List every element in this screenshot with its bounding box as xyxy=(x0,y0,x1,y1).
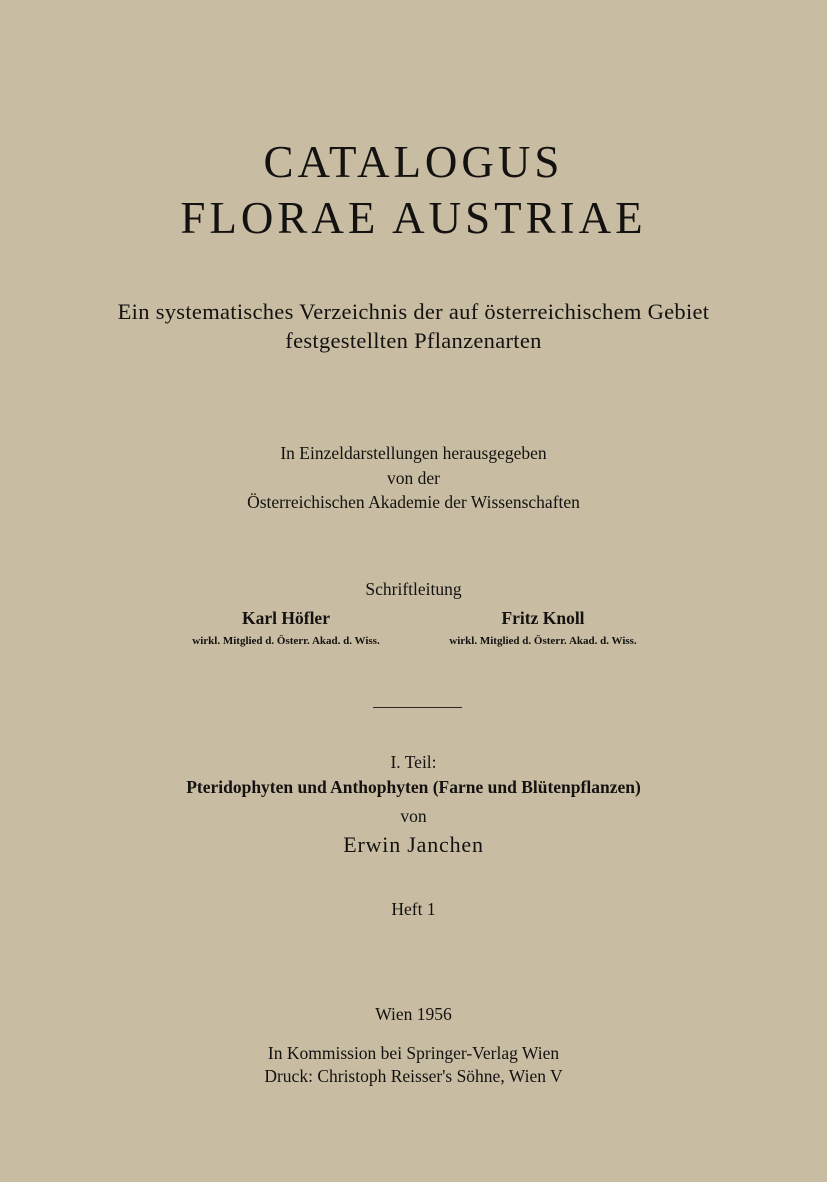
publisher-line-2: von der xyxy=(387,468,440,488)
subtitle-line-2: festgestellten Pflanzenarten xyxy=(285,328,542,353)
commission-line: In Kommission bei Springer-Verlag Wien xyxy=(267,1043,560,1063)
main-title-line-1: CATALOGUS xyxy=(263,137,564,187)
editorship-heading: Schriftleitung xyxy=(365,579,462,599)
printer-line: Druck: Christoph Reisser's Söhne, Wien V xyxy=(264,1066,563,1086)
publisher-line-1: In Einzeldarstellungen herausgegeben xyxy=(280,443,547,463)
editor-role: wirkl. Mitglied d. Österr. Akad. d. Wiss. xyxy=(192,634,380,647)
editor-1 xyxy=(176,610,396,647)
divider xyxy=(373,707,462,708)
issue-label: Heft 1 xyxy=(391,899,436,919)
by-label: von xyxy=(400,806,427,826)
editor-name: Karl Höfler xyxy=(242,608,330,628)
editor-role: wirkl. Mitglied d. Österr. Akad. d. Wiss. xyxy=(449,634,637,647)
place-year: Wien 1956 xyxy=(375,1004,452,1024)
subtitle-line-1: Ein systematisches Verzeichnis der auf österreichischem Gebiet xyxy=(117,299,710,324)
editor-2 xyxy=(433,610,653,647)
part-label: I. Teil: xyxy=(390,752,437,772)
part-title: Pteridophyten und Anthophyten (Farne und Blütenpflanzen) xyxy=(186,777,641,797)
main-title-line-2: FLORAE AUSTRIAE xyxy=(180,193,647,243)
publisher-line-3: Österreichischen Akademie der Wissenschaften xyxy=(247,492,580,512)
editor-name: Fritz Knoll xyxy=(501,608,585,628)
author-name: Erwin Janchen xyxy=(343,832,484,857)
